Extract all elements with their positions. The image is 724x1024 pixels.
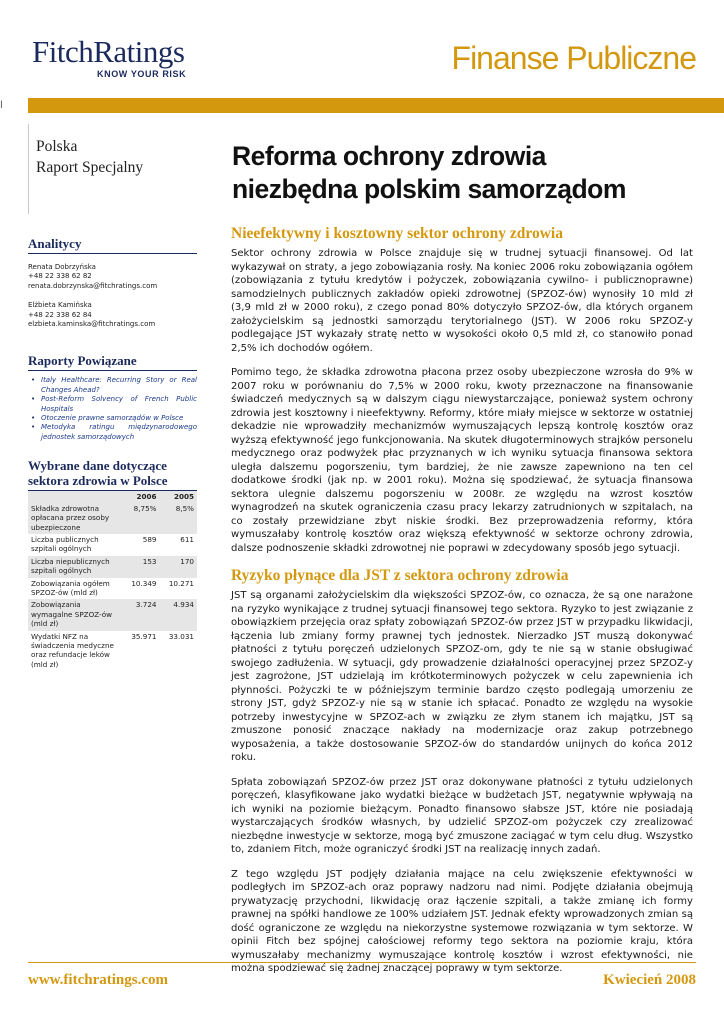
table-row [28, 503, 197, 534]
value-2006: 8,75% [122, 503, 160, 534]
analyst-contact [28, 301, 197, 329]
value-2005: 611 [180, 534, 194, 544]
row-label: Wydatki NFZ na świadczenia medyczne oraz refundacje leków (mld zł) [31, 631, 114, 669]
row-label: Liczba publicznych szpitali ogólnych [31, 534, 99, 554]
report-type-label: Raport Specjalny [36, 159, 144, 176]
table-row [28, 556, 197, 578]
column-header: 2005 [160, 491, 198, 503]
related-report-link[interactable]: • Italy Healthcare: Recurring Story or Real Changes Ahead? [28, 376, 197, 395]
analyst-email[interactable]: elzbieta.kaminska@fitchratings.com [28, 320, 156, 329]
body-paragraph: Pomimo tego, że składka zdrowotna płacona przez osoby ubezpieczone wzrosła do 9% w 2007 roku w porównaniu do 7,5% w 2000 roku, kwoty przeznaczone na finansowanie świadczeń medycznych są w dalszym ciągu niewystarczające, ponieważ system ochrony zdrowia jest kosztowny i nieefektywny. Reformy, które miały miejsce w sektorze w ostatniej dekadzie nie wprowadziły mechanizmów wymuszających lepszą kontrolę kosztów oraz wyższą efektywność jego funkcjonowania. Na skutek długoterminowych strajków personelu medycznego oraz podwyżek płac przyznanych w ich wyniku sytuacja finansowa sektora uległa dalszemu pogorszeniu, tym bardziej, że nie zawsze zapewniono na ten cel dodatkowe środki (jak np. w 2001 roku). Można się spodziewać, że sytuacja finansowa sektora ulegnie dalszemu pogorszeniu w 2008r. ze względu na wzrost kosztów wynagrodzeń na skutek ograniczenia czasu pracy lekarzy zatrudnionych w szpitalach, na co zostały przewidziane zbyt niskie środki. Bez przeprowadzenia reformy, która wymuszałaby kontrolę kosztów oraz większą efektywność w sektorze ochrony zdrowia, dalsze podnoszenie składki zdrowotnej nie poprawi w zdecydowany sposób jego sytuacji. [231, 367, 693, 554]
value-2006: 3.724 [122, 599, 160, 630]
page-title [232, 140, 626, 206]
row-label: Zobowiązania wymagalne SPZOZ-ów (mld zł) [28, 599, 122, 630]
column-header: 2006 [122, 491, 160, 503]
value-2006: 35.971 [131, 631, 157, 641]
row-label: Liczba niepublicznych szpitali ogólnych [28, 556, 122, 578]
body-paragraph: Sektor ochrony zdrowia w Polsce znajduje się w trudnej sytuacji finansowej. Od lat wykazywał on straty, a jego zobowiązania rosły. Na koniec 2006 roku zobowiązania ogółem (zobowiązania z tytułu kredytów i pożyczek, zobowiązania cywilno- i publicznoprawne) samodzielnych publicznych zakładów opieki zdrowotnej (SPZOZ-ów) wynosiły 10 mld zł (3,9 mld zł w 2000 roku), z czego ponad 80% dotyczyło SPZOZ-ów, dla których organem założycielskim są jednostki samorządu terytorialnego (JST). W 2006 roku SPZOZ-y podlegające JST wykazały stratę netto w wysokości około 0,5 mld zł, co stanowiło ponad 2,5% ich dochodów ogółem. [231, 248, 693, 354]
value-2005: 10.271 [168, 578, 194, 588]
analyst-phone: +48 22 338 62 84 [28, 310, 92, 319]
value-2006: 153 [122, 556, 160, 578]
row-label: Składka zdrowotna opłacana przez osoby ubezpieczone [28, 503, 122, 534]
footer-date: Kwiecień 2008 [603, 972, 696, 988]
related-reports-list [28, 376, 197, 442]
related-reports-heading: Raporty Powiązane [28, 353, 197, 371]
section-heading: Ryzyko płynące dla JST z sektora ochrony zdrowia [231, 567, 569, 584]
related-report-link[interactable]: • Otoczenie prawne samorządów w Polsce [28, 414, 197, 423]
table-row [28, 578, 197, 600]
value-2005: 33.031 [168, 631, 194, 641]
value-2006: 10.349 [131, 578, 157, 588]
title-line-2: niezbędna polskim samorządom [232, 174, 626, 204]
table-row [28, 631, 197, 672]
table-row [28, 599, 197, 630]
analyst-phone: +48 22 338 62 82 [28, 272, 92, 281]
related-report-link[interactable]: • Metodyka ratingu międzynarodowego jednostek samorządowych [28, 423, 197, 442]
table-header-row [28, 491, 197, 503]
sidebar [28, 236, 197, 671]
column-header [28, 491, 122, 503]
table-row [28, 534, 197, 556]
analyst-name: Renata Dobrzyńska [28, 263, 96, 271]
footer-divider [28, 962, 696, 963]
section-title: Finanse Publiczne [451, 40, 696, 76]
main-content [231, 224, 693, 987]
report-meta [36, 136, 143, 178]
left-divider [28, 124, 29, 214]
health-data-table [28, 490, 197, 671]
analyst-email[interactable]: renata.dobrzynska@fitchratings.com [28, 281, 158, 290]
value-2005: 170 [160, 556, 198, 578]
analyst-name: Elżbieta Kamińska [28, 301, 92, 310]
logo-tagline: KNOW YOUR RISK [97, 69, 187, 79]
value-2005: 8,5% [160, 503, 198, 534]
related-report-link[interactable]: • Post-Reform Solvency of French Public Hospitals [28, 395, 197, 414]
margin-mark: l [0, 100, 3, 111]
country-label: Polska [36, 138, 78, 155]
footer-website-link[interactable]: www.fitchratings.com [28, 972, 168, 988]
title-line-1: Reforma ochrony zdrowia [232, 141, 546, 171]
analysts-heading: Analitycy [28, 236, 197, 254]
section-heading: Nieefektywny i kosztowny sektor ochrony zdrowia [231, 225, 563, 242]
body-paragraph: JST są organami założycielskim dla większości SPZOZ-ów, co oznacza, że są one narażone na ryzyko wynikające z trudnej sytuacji finansowej tego sektora. Ryzyko to jest związanie z obowiązkiem przejęcia oraz spłaty zobowiązań SPZOZ-ów przez JST w przypadku likwidacji, łączenia lub zmiany formy prawnej tych jednostek. Nierzadko JST muszą dokonywać płatności z tytułu poręczeń udzielonych SPZOZ-om, gdy te nie są w stanie obsługiwać swojego zadłużenia. W sytuacji, gdy prowadzenie działalności operacyjnej przez SPZOZ-y jest zagrożone, JST udzielają im krótkoterminowych pożyczek w celu zapewnienia ich płynności. Pożyczki te w późniejszym terminie bardzo często podlegają umorzeniu ze strony JST, gdyż SPZOZ-y nie są w stanie ich spłacać. Ponadto ze względu na wysokie potrzeby inwestycyjne w SPZOZ-ach w związku ze złym stanem ich majątku, JST są zmuszone ponosić znaczące nakłady na modernizacje oraz zakup potrzebnego wyposażenia, a także dostosowanie SPZOZ-ów do standardów unijnych do końca 2012 roku. [231, 590, 693, 763]
value-2005: 4.934 [160, 599, 198, 630]
body-paragraph: Spłata zobowiązań SPZOZ-ów przez JST oraz dokonywane płatności z tytułu udzielonych poręczeń, klasyfikowane jako wydatki bieżące w budżetach JST, negatywnie wpływają na ich wyniki na poziomie bieżącym. Ponadto finansowo słabsze JST, które nie posiadają wystarczających środków własnych, by udzielić SPZOZ-om pożyczek czy zrealizować niezbędne inwestycje w sektorze, mogą być zmuszone zaciągać w tym celu dług. Wszystko to, zdaniem Fitch, może ograniczyć środki JST na realizację innych zadań. [231, 776, 693, 855]
body-paragraph: Z tego względu JST podjęły działania mające na celu zwiększenie efektywności w podległych im SPZOZ-ach oraz poprawy nadzoru nad nimi. Podjęte działania obejmują prywatyzację przychodni, likwidację oraz łączenie szpitali, a także zmianę ich formy prawnej na spółki handlowe ze 100% udziałem JST. Jednak efekty wprowadzonych zmian są dość ograniczone ze względu na niekorzystne systemowe rozwiązania w tym sektorze. W opinii Fitch bez spójnej całościowej reformy tego sektora na poziomie kraju, która wymuszałaby mechanizmy wymuszające kontrolę kosztów i wzrost efektywności, nie można spodziewać się żadnej znaczącej poprawy w tym sektorze. [231, 868, 693, 974]
header-divider-bar [28, 98, 724, 113]
fitch-logo[interactable]: FitchRatings [32, 34, 185, 69]
analyst-contact [28, 263, 197, 291]
row-label: Zobowiązania ogółem SPZOZ-ów (mld zł) [31, 578, 110, 597]
data-table-heading: Wybrane dane dotyczące sektora zdrowia w Polsce [28, 458, 168, 489]
value-2006: 589 [142, 534, 157, 544]
